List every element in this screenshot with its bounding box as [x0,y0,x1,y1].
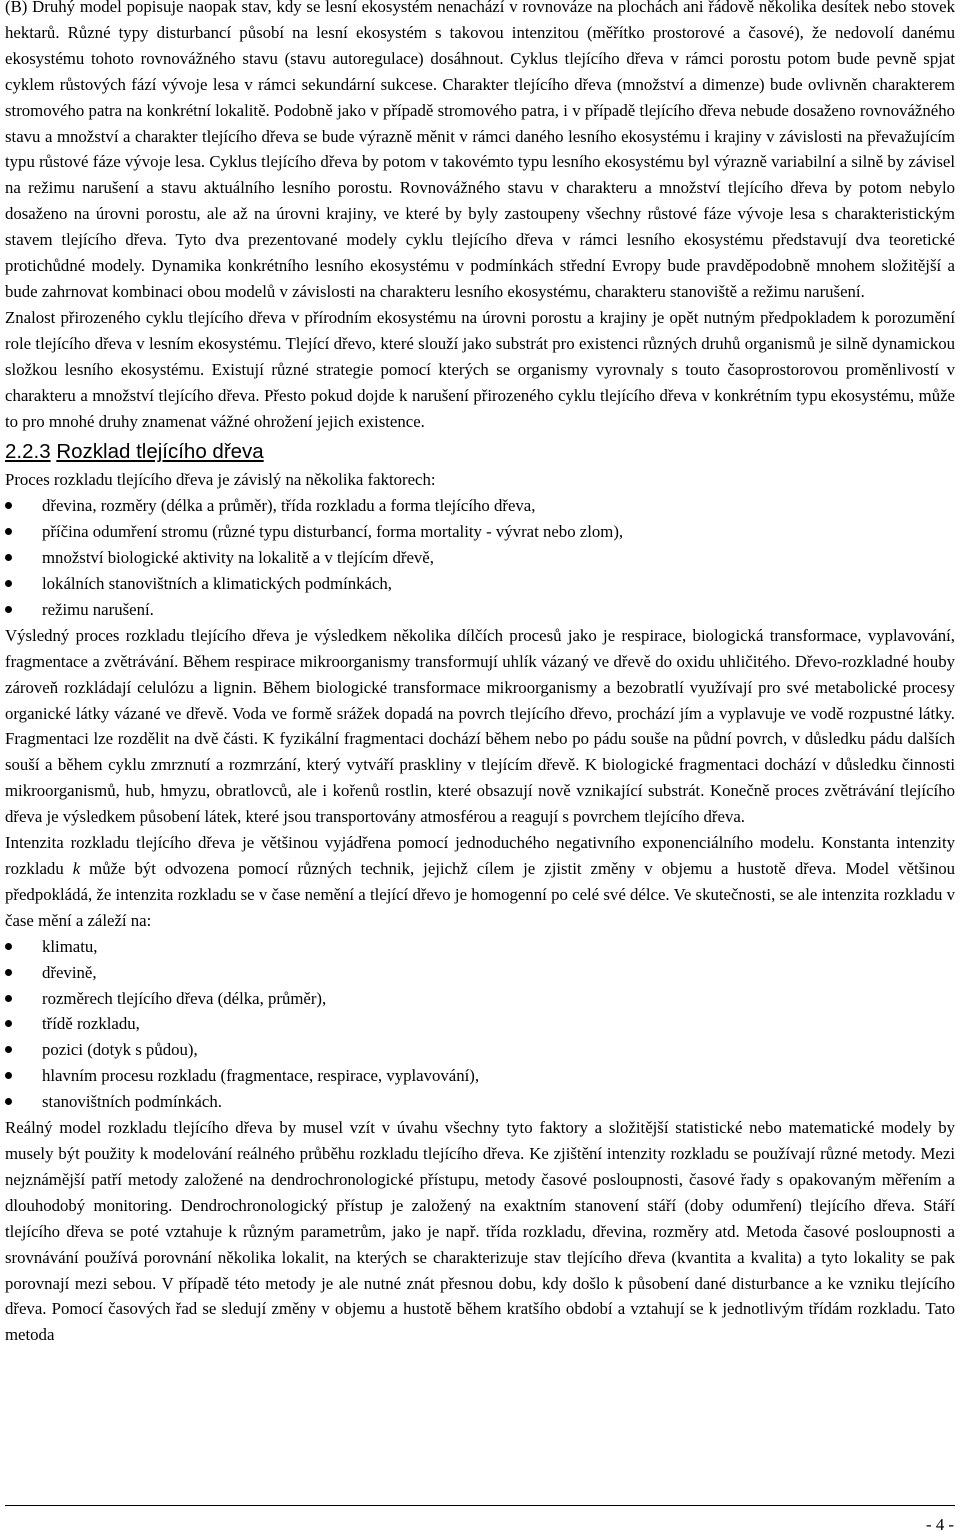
bullet-icon [5,528,12,535]
page-content [5,0,955,1348]
section-title: Rozklad tlejícího dřeva [56,440,264,464]
bullet-icon [5,502,12,509]
bullet-icon [5,606,12,613]
footer-divider [5,1505,955,1506]
list-item: rozměrech tlejícího dřeva (délka, průměr), [5,986,955,1012]
paragraph-decomposition-process: Výsledný proces rozkladu tlejícího dřeva je výsledkem několika dílčích procesů jako je respirace, biologická transformace, vyplavování, fragmentace a zvětrávání. Během respirace mikroorganismy transformují uhlík vázaný ve dřevě do oxidu uhličitého. Dřevo-rozkladné houby zároveň rozkládají celulózu a lignin. Během biologické transformace mikroorganismy a bezobratlí využívají pro své metabolické procesy organické látky vázané ve dřevě. Voda ve formě srážek dopadá na povrch tlejícího dřevo, prochází jím a vyplavuje ve vodě rozpustné látky. Fragmentaci lze rozdělit na dvě části. K fyzikální fragmentaci dochází během nebo po pádu souše na půdní povrch, v důsledku pádu dalších souší a během cyklu zmrznutí a rozmrzání, který vytváří praskliny v tlejícím dřevě. K biologické fragmentaci dochází v důsledku činnosti mikroorganismů, hub, hmyzu, obratlovců, ale i kořenů rostlin, které obsazují nově vznikající substrát. Konečně proces zvětrávání tlejícího dřeva je výsledkem působení látek, které jsou transportovány atmosférou a reagují s povrchem tlejícího dřeva. [5,625,955,827]
bullet-icon [5,1098,12,1105]
bullet-icon [5,1072,12,1079]
list-item: lokálních stanovištních a klimatických podmínkách, [5,571,955,597]
list-item: množství biologické aktivity na lokalitě a v tlejícím dřevě, [5,545,955,571]
list-item: pozici (dotyk s půdou), [5,1037,955,1063]
list-item: stanovištních podmínkách. [5,1089,955,1115]
paragraph-decay-rate: Intenzita rozkladu tlejícího dřeva je většinou vyjádřena pomocí jednoduchého negativního exponenciálního modelu. Konstanta intenzity rozkladu k může být odvozena pomocí různých technik, jejichž cílem je zjistit změny v objemu a hustotě dřeva. Model většinou předpokládá, že intenzita rozkladu se v čase nemění a tlející dřevo je homogenní po celé své délce. Ve skutečnosti, se ale intenzita rozkladu v čase mění a záleží na: [5,833,955,930]
bullet-icon [5,969,12,976]
section-heading [5,439,955,465]
bullet-icon [5,995,12,1002]
depends-on-list [5,934,955,1115]
list-item: klimatu, [5,934,955,960]
list-item: hlavním procesu rozkladu (fragmentace, respirace, vyplavování), [5,1063,955,1089]
paragraph-methods: Reálný model rozkladu tlejícího dřeva by musel vzít v úvahu všechny tyto faktory a složitější statistické nebo matematické modely by musely být použity k modelování reálného průběhu rozkladu tlejícího dřeva. Ke zjištění intenzity rozkladu se používají různé metody. Mezi nejznámější patří metody založené na dendrochronologické přístupu, metody časové posloupnosti, časové řady s opakovaným měřením a dlouhodobý monitoring. Dendrochronologický přístup je založený na exaktním stanovení stáří (doby odumření) tlejícího dřeva. Stáří tlejícího dřeva se poté vztahuje k různým parametrům, jako je např. třída rozkladu, dřevina, rozměry atd. Metoda časové posloupnosti a srovnávání používá porovnání několika lokalit, na kterých se charakterizuje stav tlejícího dřeva (kvantita a kvalita) a tyto lokality se pak porovnají mezi sebou. V případě této metody je ale nutné znát přesnou dobu, kdy došlo k působení dané disturbance a ke vzniku tlejícího dřeva. Pomocí časových řad se sledují změny v objemu a hustotě během kratšího období a vztahují se k jednotlivým třídám rozkladu. Tato metoda [5,1118,955,1345]
bullet-icon [5,554,12,561]
bullet-icon [5,580,12,587]
list-item: dřevina, rozměry (délka a průměr), třída rozkladu a forma tlejícího dřeva, [5,493,955,519]
bullet-icon [5,943,12,950]
bullet-icon [5,1020,12,1027]
decay-constant-k: k [72,859,81,878]
page-number: - 4 - [926,1515,954,1534]
paragraph-model-b: (B) Druhý model popisuje naopak stav, kdy se lesní ekosystém nenachází v rovnováze na plochách ani řádově několika desítek nebo stovek hektarů. Různé typy disturbancí působí na lesní ekosystém s takovou intenzitou (měřítko prostorové a časové), že nedovolí danému ekosystému tohoto rovnovážného stavu (stavu autoregulace) dosáhnout. Cyklus tlejícího dřeva v rámci porostu potom bude pevně spjat cyklem růstových fází vývoje lesa v rámci sekundární sukcese. Charakter tlejícího dřeva (množství a dimenze) bude ovlivněn charakterem stromového patra na konkrétní lokalitě. Podobně jako v případě stromového patra, i v případě tlejícího dřeva nebude dosaženo rovnovážného stavu a množství a charakter tlejícího dřeva se bude výrazně měnit v rámci daného lesního ekosystému i krajiny v závislosti na převažujícím typu růstové fáze vývoje lesa. Cyklus tlejícího dřeva by potom v takovémto typu lesního ekosystému byl výrazně variabilní a silně by závisel na režimu narušení a stavu aktuálního lesního porostu. Rovnovážného stavu v charakteru a množství tlejícího dřeva by potom nebylo dosaženo na úrovni porostu, ale až na úrovni krajiny, ve které by byly zastoupeny všechny růstové fáze vývoje lesa s charakteristickým stavem tlejícího dřeva. Tyto dva prezentované modely cyklu tlejícího dřeva v rámci lesního ekosystému představují dva teoretické protichůdné modely. Dynamika konkrétního lesního ekosystému v podmínkách střední Evropy bude pravděpodobně mnohem složitější a bude zahrnovat kombinaci obou modelů v závislosti na charakteru lesního ekosystému, charakteru stanoviště a režimu narušení. [5,0,955,301]
list-item: třídě rozkladu, [5,1011,955,1037]
factors-list [5,493,955,623]
paragraph-intro: Proces rozkladu tlejícího dřeva je závislý na několika faktorech: [5,470,436,490]
bullet-icon [5,1046,12,1053]
section-number: 2.2.3 [5,440,51,464]
list-item: dřevině, [5,960,955,986]
list-item: režimu narušení. [5,597,955,623]
paragraph-natural-cycle: Znalost přirozeného cyklu tlejícího dřeva v přírodním ekosystému na úrovni porostu a krajiny je opět nutným předpokladem k porozumění role tlejícího dřeva v lesním ekosystému. Tlející dřevo, které slouží jako substrát pro existenci různých druhů organismů je silně dynamickou složkou lesního ekosystému. Existují různé strategie pomocí kterých se organismy vyrovnaly s touto časoprostorovou proměnlivostí v charakteru a množství tlejícího dřeva. Přesto pokud dojde k narušení přirozeného cyklu tlejícího dřeva v konkrétním typu ekosystému, může to pro mnohé druhy znamenat vážné ohrožení jejich existence. [5,307,955,431]
list-item: příčina odumření stromu (různé typu disturbancí, forma mortality - vývrat nebo zlom), [5,519,955,545]
